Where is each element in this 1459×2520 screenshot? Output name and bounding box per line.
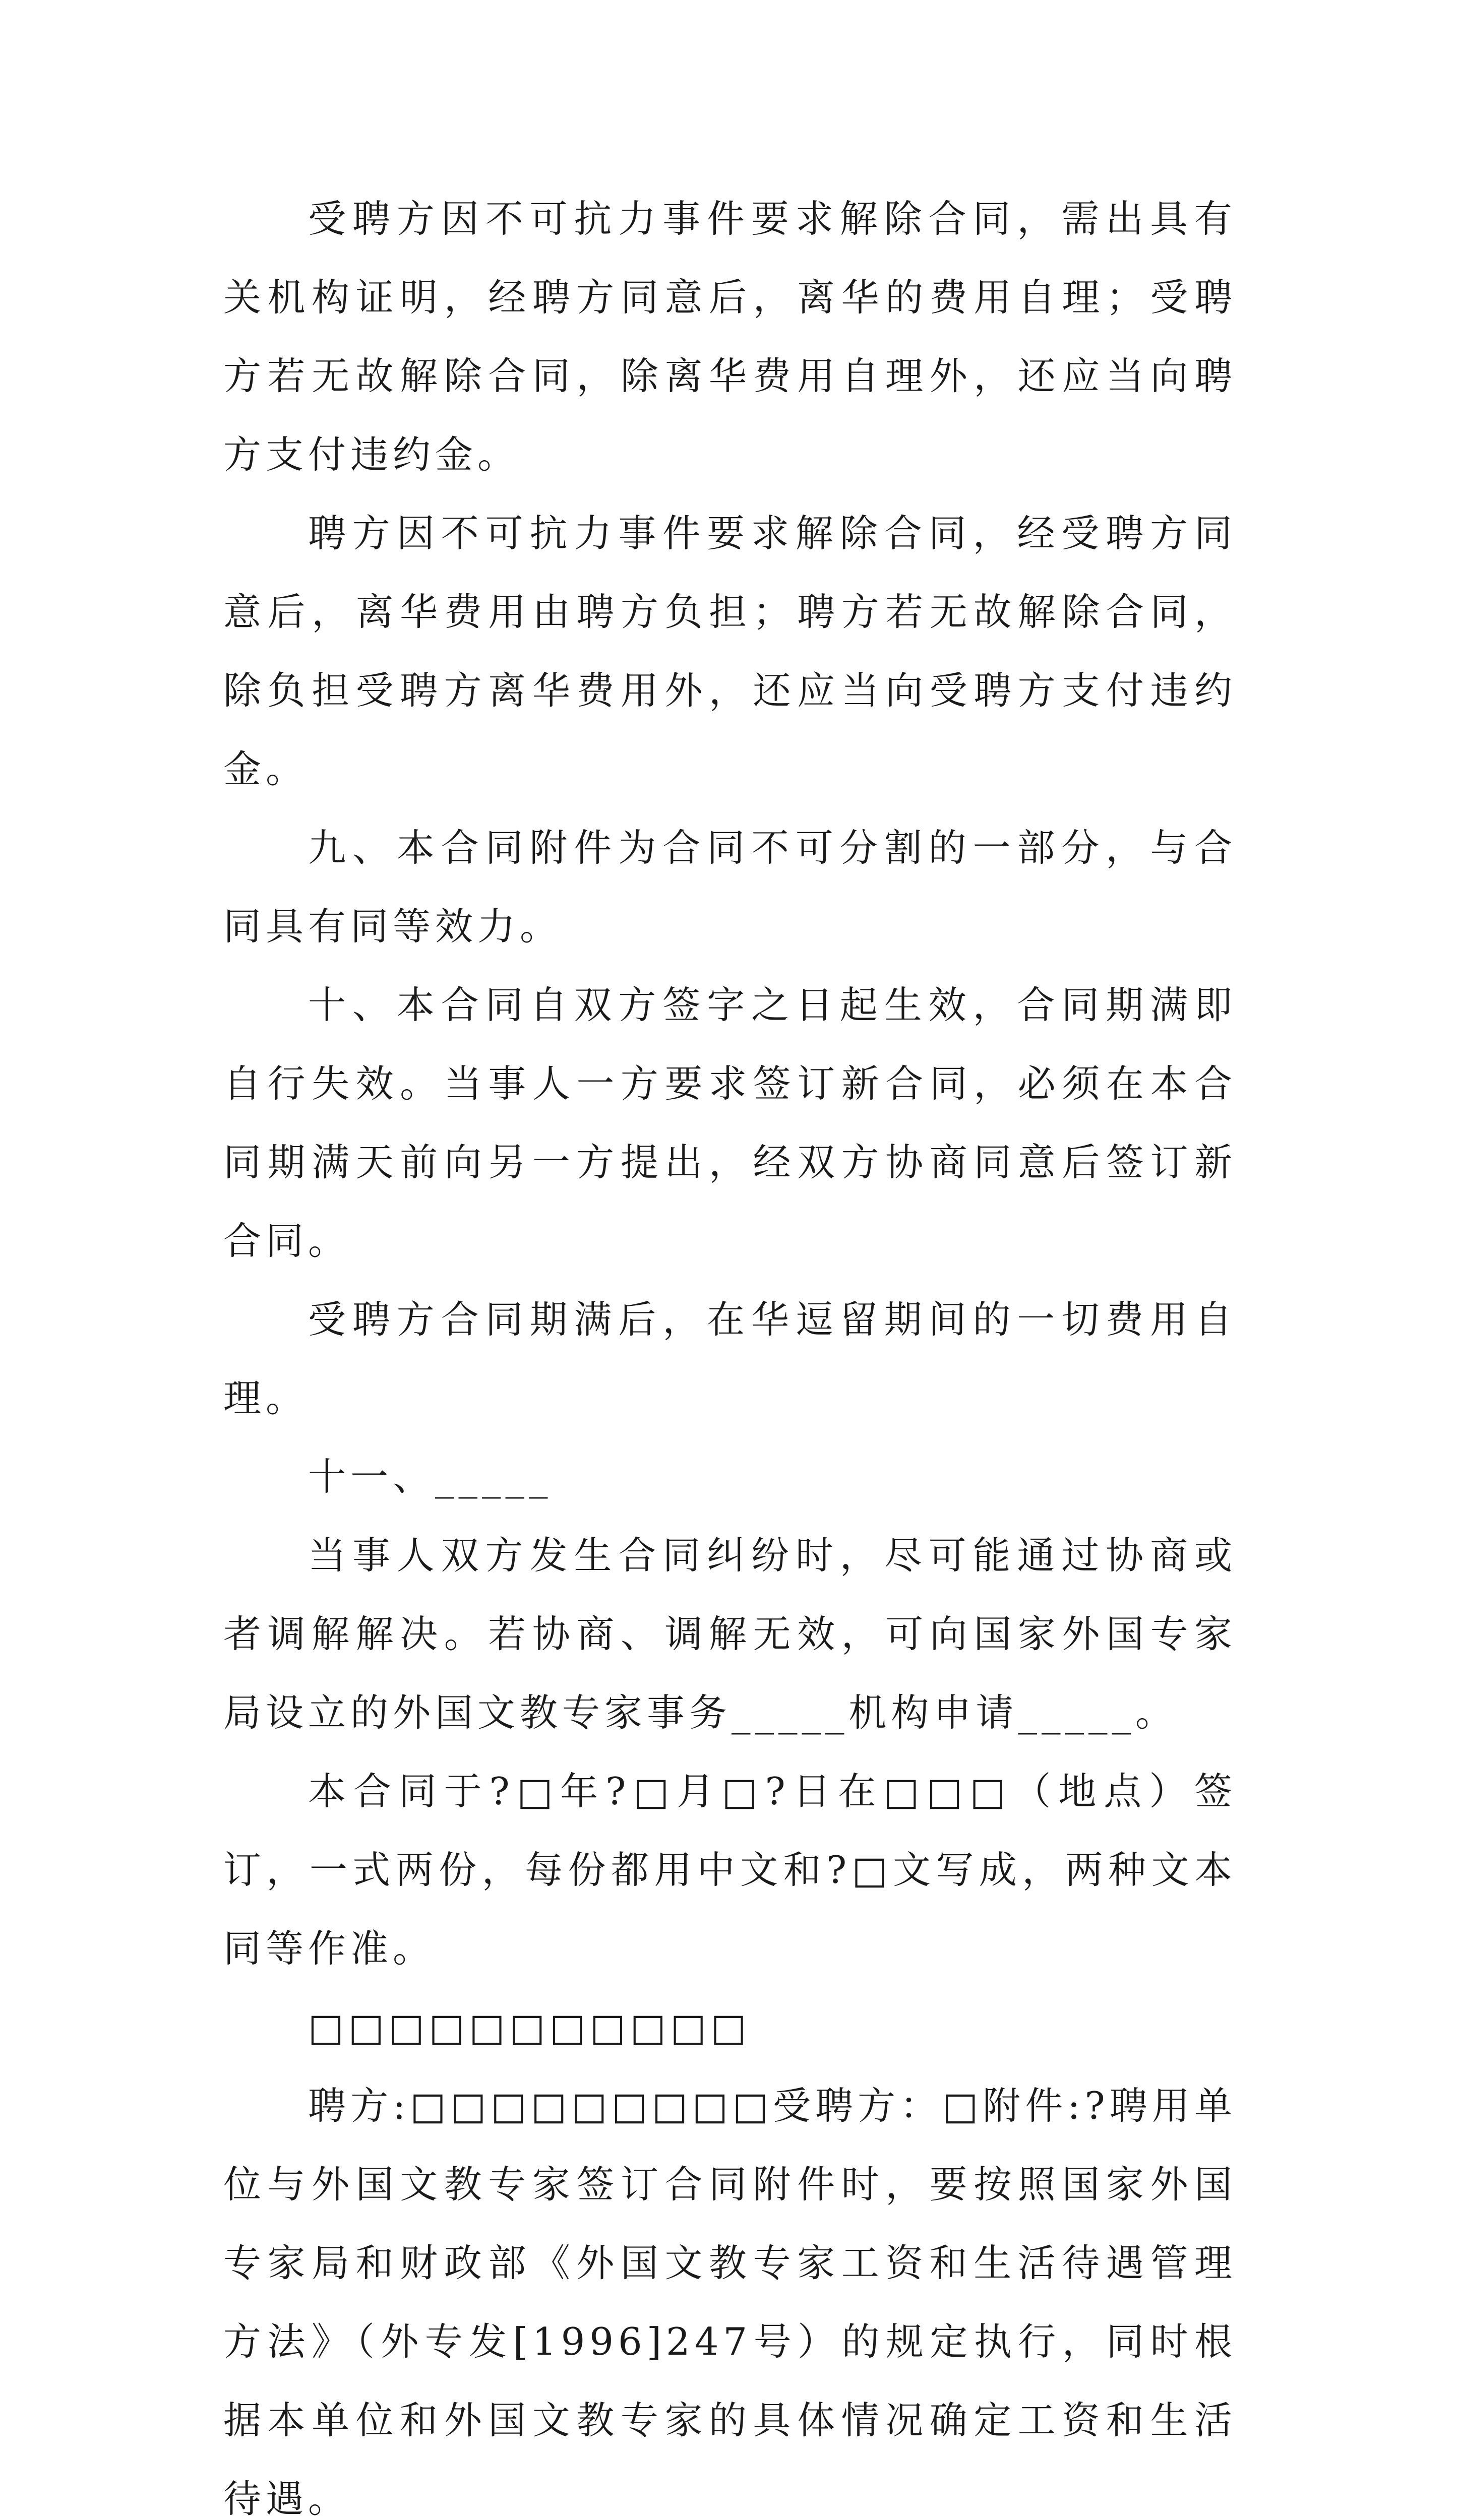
paragraph-clause-ten: 十、本合同自双方签字之日起生效，合同期满即自行失效。当事人一方要求签订新合同，必须在本合同期满天前向另一方提出，经双方协商同意后签订新合同。 bbox=[223, 983, 1237, 1263]
paragraph-termination-by-employee: 受聘方因不可抗力事件要求解除合同，需出具有关机构证明，经聘方同意后，离华的费用自理；受聘方若无故解除合同，除离华费用自理外，还应当向聘方支付违约金。 bbox=[223, 197, 1237, 477]
contract-text bbox=[223, 179, 1237, 2520]
paragraph-placeholder-boxes: □□□□□□□□□□□ bbox=[308, 2005, 751, 2049]
paragraph-signing-details: 本合同于?□年?□月□?日在□□□（地点）签订，一式两份，每份都用中文和?□文写成，两种文本同等作准。 bbox=[223, 1769, 1237, 1971]
paragraph-clause-eleven: 十一、_____ bbox=[308, 1455, 553, 1499]
paragraph-clause-nine: 九、本合同附件为合同不可分割的一部分，与合同具有同等效力。 bbox=[223, 826, 1237, 949]
paragraph-expenses-after-term: 受聘方合同期满后，在华逗留期间的一切费用自理。 bbox=[223, 1297, 1237, 1420]
paragraph-signatures-and-attachment: 聘方:□□□□□□□□□受聘方：□附件:?聘用单位与外国文教专家签订合同附件时，要按照国家外国专家局和财政部《外国文教专家工资和生活待遇管理方法》（外专发[1996]247号）的规定执行，同时根据本单位和外国文教专家的具体情况确定工资和生活待遇。 bbox=[223, 2084, 1237, 2520]
paragraph-termination-by-employer: 聘方因不可抗力事件要求解除合同，经受聘方同意后，离华费用由聘方负担；聘方若无故解除合同，除负担受聘方离华费用外，还应当向受聘方支付违约金。 bbox=[223, 511, 1237, 791]
paragraph-dispute-resolution: 当事人双方发生合同纠纷时，尽可能通过协商或者调解解决。若协商、调解无效，可向国家外国专家局设立的外国文教专家事务_____机构申请_____。 bbox=[223, 1533, 1237, 1735]
